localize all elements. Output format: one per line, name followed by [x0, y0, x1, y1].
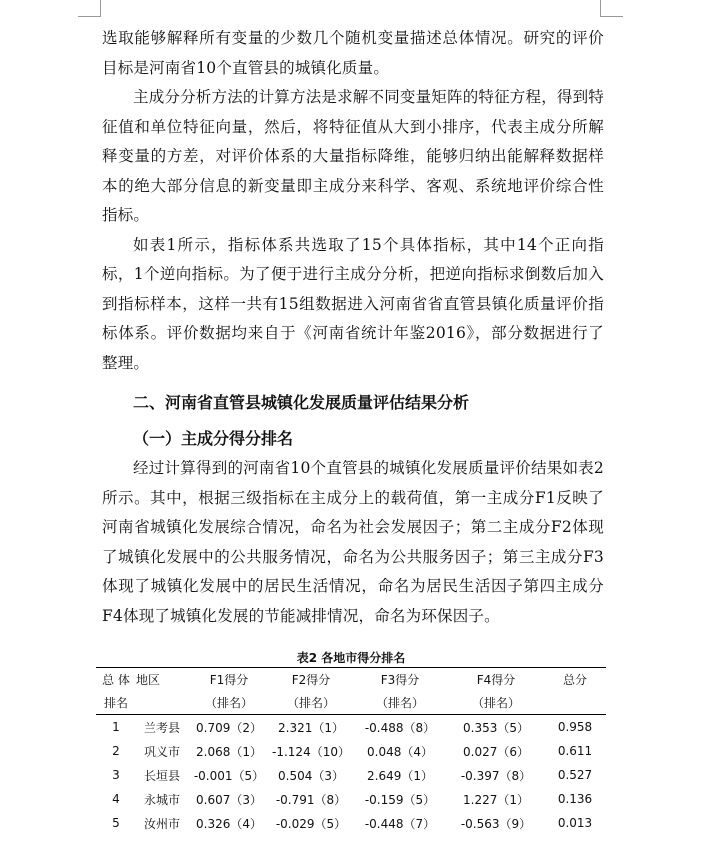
header-cell: （排名）: [188, 691, 270, 715]
margin-mark-left: [78, 0, 101, 17]
header-cell: F1得分: [188, 668, 270, 692]
paragraph-3: 如表1所示，指标体系共选取了15个具体指标，其中14个正向指标，1个逆向指标。为了便于进行主成分分析，把逆向指标求倒数后加入到指标样本，这样一共有15组数据进入河南省省直管县镇化质量评价指标体系。评价数据均来自于《河南省统计年鉴2016》，部分数据进行了整理。: [102, 235, 604, 372]
table-header-row: [96, 691, 606, 715]
table-cell: 0.136: [557, 792, 593, 806]
header-cell: （排名）: [270, 691, 352, 715]
table-cell: -0.448（7）: [364, 816, 436, 831]
table-cell: 长垣县: [143, 768, 180, 783]
table-cell: 永城市: [143, 792, 180, 807]
table-cell: -0.791（8）: [275, 792, 347, 807]
header-cell: 地区: [136, 668, 188, 692]
header-cell: F2得分: [270, 668, 352, 692]
table-cell: 0.607（3）: [196, 792, 262, 807]
table-cell: 0.048（4）: [367, 744, 433, 759]
table-cell: -0.159（5）: [364, 792, 436, 807]
table-cell: -0.001（5）: [193, 768, 265, 783]
table-cell: 1.227（1）: [463, 792, 529, 807]
table-cell: 0.958: [557, 720, 593, 734]
header-cell: 总分: [544, 668, 606, 692]
subsection-heading: （一）主成分得分排名: [133, 429, 294, 448]
table-cell: 5: [112, 816, 120, 830]
table-row: [96, 763, 606, 787]
table-cell: 0.326（4）: [196, 816, 262, 831]
table-cell: 2.068（1）: [196, 744, 262, 759]
table-cell: 0.504（3）: [278, 768, 344, 783]
section-heading: 二、河南省直管县城镇化发展质量评估结果分析: [133, 393, 470, 412]
table-header-row: [96, 668, 606, 692]
table-cell: -0.563（9）: [460, 816, 532, 831]
header-cell: 总 体: [96, 668, 136, 692]
table-cell: 汝州市: [143, 816, 180, 831]
table-cell: 0.611: [557, 744, 593, 758]
table-row: [96, 715, 606, 740]
table-cell: 0.353（5）: [463, 720, 529, 735]
header-cell: [136, 691, 188, 715]
table-row: [96, 811, 606, 835]
table-cell: -0.397（8）: [460, 768, 532, 783]
header-cell: 排名: [96, 691, 136, 715]
table-cell: -1.124（10）: [272, 744, 350, 759]
table-caption: 表2 各地市得分排名: [296, 651, 406, 665]
table-row: [96, 739, 606, 763]
table-cell: 0.027（6）: [463, 744, 529, 759]
table-cell: 2: [112, 744, 120, 758]
table-cell: 0.527: [557, 768, 593, 782]
table-row: [96, 787, 606, 811]
table-cell: 2.649（1）: [367, 768, 433, 783]
header-cell: （排名）: [448, 691, 544, 715]
paragraph-4: 经过计算得到的河南省10个直管县的城镇化发展质量评价结果如表2所示。其中，根据三级指标在主成分上的载荷值，第一主成分F1反映了河南省城镇化发展综合情况，命名为社会发展因子；第二主成分F2体现了城镇化发展中的公共服务情况，命名为公共服务因子；第三主成分F3体现了城镇化发展中的居民生活情况，命名为居民生活因子第四主成分F4体现了城镇化发展的节能减排情况，命名为环保因子。: [102, 459, 604, 625]
table-cell: -0.029（5）: [275, 816, 347, 831]
table-cell: 2.321（1）: [278, 720, 344, 735]
document-body: [102, 24, 604, 631]
paragraph-1: 选取能够解释所有变量的少数几个随机变量描述总体情况。研究的评价目标是河南省10个直管县的城镇化质量。: [102, 29, 604, 77]
table-cell: 巩义市: [143, 744, 180, 759]
paragraph-2: 主成分分析方法的计算方法是求解不同变量矩阵的特征方程，得到特征值和单位特征向量，然后，将特征值从大到小排序，代表主成分所解释变量的方差，对评价体系的大量指标降维，能够归纳出能解释数据样本的绝大部分信息的新变量即主成分来科学、客观、系统地评价综合性指标。: [102, 88, 605, 224]
header-cell: [544, 691, 606, 715]
header-cell: F3得分: [352, 668, 448, 692]
table-cell: 兰考县: [143, 720, 180, 735]
table-cell: 4: [112, 792, 120, 806]
header-cell: （排名）: [352, 691, 448, 715]
margin-mark-right: [600, 0, 623, 17]
table-cell: -0.488（8）: [364, 720, 436, 735]
ranking-table: [96, 667, 606, 835]
table-cell: 0.013: [557, 816, 593, 830]
header-cell: F4得分: [448, 668, 544, 692]
table-cell: 3: [112, 768, 120, 782]
table-cell: 0.709（2）: [196, 720, 262, 735]
table-cell: 1: [112, 720, 120, 734]
